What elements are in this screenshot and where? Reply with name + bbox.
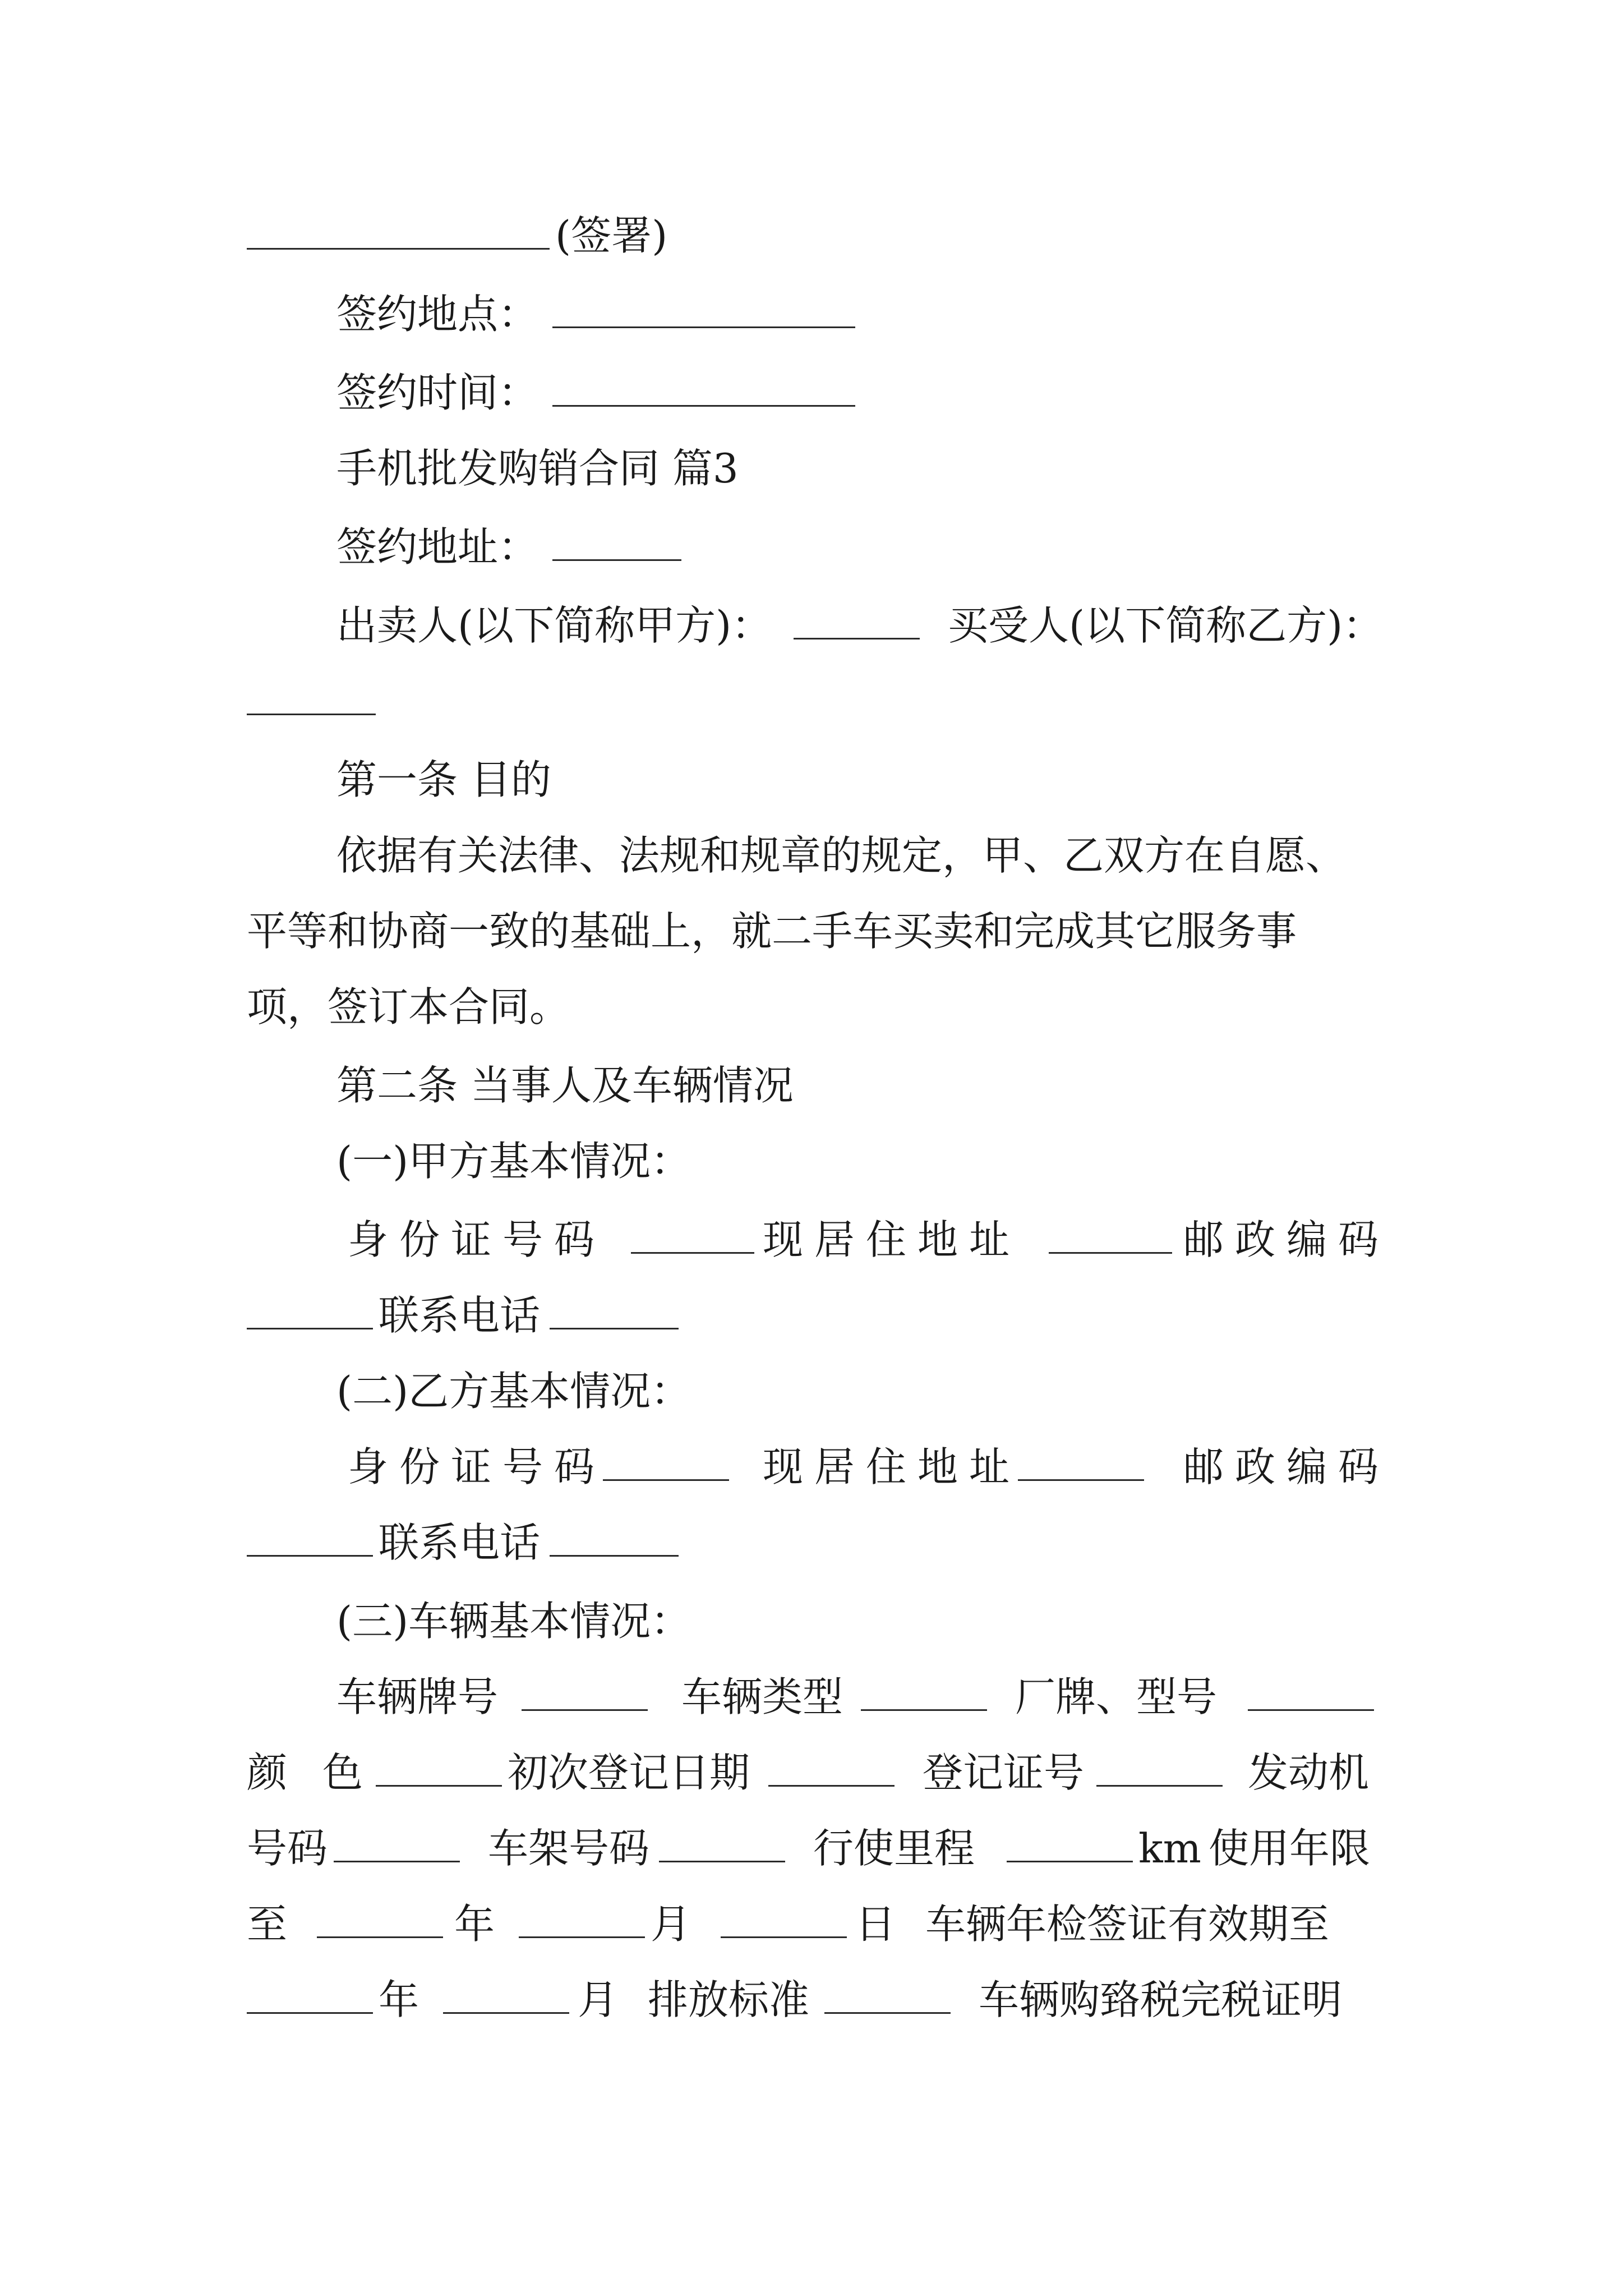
party-a-postcode-label: 邮政编码 [1183, 1216, 1390, 1263]
engine-label-1: 发动机 [1248, 1749, 1370, 1796]
party-a-id-blank[interactable] [631, 1206, 754, 1273]
party-a-postcode-blank[interactable] [247, 1282, 373, 1349]
buyer-blank-line [0, 668, 1623, 735]
inspection-month-label: 月 [578, 1976, 619, 2023]
party-b-heading: (二)乙方基本情况： [336, 1368, 691, 1415]
party-a-phone-label: 联系电话 [379, 1292, 541, 1339]
seller-label: 出卖人(以下简称甲方)： [336, 602, 772, 649]
party-b-address-blank[interactable] [1018, 1433, 1144, 1501]
emission-blank[interactable] [824, 1966, 951, 2033]
day-label: 日 [855, 1901, 896, 1948]
vehicle-line-2 [0, 1739, 1623, 1806]
year-label: 年 [454, 1901, 495, 1948]
parties-line [0, 592, 1623, 659]
sign-address-line [0, 513, 1623, 581]
vehicle-line-4 [0, 1890, 1623, 1958]
signature-blank[interactable] [247, 202, 550, 269]
party-a-heading: (一)甲方基本情况： [336, 1138, 691, 1185]
vehicle-heading: (三)车辆基本情况： [336, 1598, 691, 1645]
reg-cert-label: 登记证号 [923, 1749, 1085, 1796]
article1-text: 项，签订本合同。 [247, 983, 570, 1030]
brand-label: 厂牌、型号 [1015, 1673, 1218, 1720]
service-life-label: 使用年限 [1209, 1825, 1371, 1872]
frame-blank[interactable] [659, 1815, 785, 1882]
color-label: 颜 色 [247, 1749, 374, 1796]
sign-place-label: 签约地点： [336, 291, 539, 338]
party-b-info-line [0, 1433, 1623, 1501]
sign-place-blank[interactable] [552, 280, 855, 348]
sign-place-line [0, 280, 1623, 348]
brand-blank[interactable] [1248, 1663, 1374, 1731]
reg-cert-blank[interactable] [1096, 1739, 1223, 1806]
sign-time-line [0, 359, 1623, 426]
plate-blank[interactable] [522, 1663, 648, 1731]
article2-heading: 第二条 当事人及车辆情况 [336, 1062, 794, 1109]
engine-blank[interactable] [334, 1815, 460, 1882]
article1-text: 平等和协商一致的基础上，就二手车买卖和完成其它服务事 [247, 908, 1297, 955]
year-blank[interactable] [317, 1890, 443, 1958]
inspection-label: 车辆年检签证有效期至 [925, 1901, 1330, 1948]
contract-title: 手机批发购销合同 篇3 [336, 445, 739, 492]
article1-heading: 第一条 目的 [336, 756, 551, 803]
sign-time-label: 签约时间： [336, 369, 539, 416]
until-label: 至 [247, 1901, 288, 1948]
first-reg-blank[interactable] [768, 1739, 895, 1806]
vehicle-line-5 [0, 1966, 1623, 2033]
seller-blank[interactable] [794, 592, 920, 659]
party-b-postcode-blank[interactable] [247, 1509, 373, 1576]
first-reg-label: 初次登记日期 [508, 1749, 750, 1796]
contract-title-line [0, 435, 1623, 502]
inspection-month-blank[interactable] [443, 1966, 569, 2033]
party-b-address-label: 现居住地址 [763, 1443, 1021, 1490]
party-a-heading-line [0, 1128, 1623, 1195]
party-a-address-blank[interactable] [1049, 1206, 1172, 1273]
tax-label: 车辆购臵税完税证明 [979, 1976, 1343, 2023]
party-b-phone-blank[interactable] [550, 1509, 679, 1576]
inspection-year-blank[interactable] [247, 1966, 373, 2033]
party-b-postcode-label: 邮政编码 [1183, 1443, 1390, 1490]
article1-body-line [0, 822, 1623, 889]
day-blank[interactable] [721, 1890, 847, 1958]
party-b-id-label: 身份证号码 [348, 1443, 606, 1490]
party-b-phone-line [0, 1509, 1623, 1576]
mileage-unit: km [1138, 1825, 1201, 1872]
signature-label: (签署) [555, 212, 668, 259]
party-b-phone-label: 联系电话 [379, 1519, 541, 1566]
party-b-id-blank[interactable] [603, 1433, 729, 1501]
sign-address-blank[interactable] [552, 513, 681, 581]
sign-address-label: 签约地址： [336, 523, 539, 570]
month-label: 月 [651, 1901, 691, 1948]
party-a-phone-blank[interactable] [550, 1282, 679, 1349]
month-blank[interactable] [519, 1890, 645, 1958]
article1-body-line [0, 898, 1623, 965]
article2-heading-line [0, 1052, 1623, 1119]
article1-body-line [0, 973, 1623, 1041]
color-blank[interactable] [376, 1739, 502, 1806]
type-blank[interactable] [861, 1663, 987, 1731]
engine-label-2: 号码 [247, 1825, 328, 1872]
party-a-info-line [0, 1206, 1623, 1273]
frame-label: 车架号码 [488, 1825, 650, 1872]
party-a-address-label: 现居住地址 [763, 1216, 1021, 1263]
signature-line [0, 202, 1623, 269]
article1-text: 依据有关法律、法规和规章的规定，甲、乙双方在自愿、 [336, 832, 1347, 879]
mileage-blank[interactable] [1007, 1815, 1133, 1882]
inspection-year-label: 年 [379, 1976, 419, 2023]
sign-time-blank[interactable] [552, 359, 855, 426]
buyer-blank[interactable] [247, 668, 376, 735]
vehicle-line-1 [0, 1663, 1623, 1731]
party-a-phone-line [0, 1282, 1623, 1349]
party-a-id-label: 身份证号码 [348, 1216, 606, 1263]
mileage-label: 行使里程 [813, 1825, 975, 1872]
vehicle-heading-line [0, 1588, 1623, 1655]
plate-label: 车辆牌号 [336, 1673, 499, 1720]
article1-heading-line [0, 746, 1623, 813]
type-label: 车辆类型 [681, 1673, 843, 1720]
emission-label: 排放标准 [648, 1976, 810, 2023]
buyer-label: 买受人(以下简称乙方)： [948, 602, 1384, 649]
vehicle-line-3 [0, 1815, 1623, 1882]
party-b-heading-line [0, 1358, 1623, 1425]
